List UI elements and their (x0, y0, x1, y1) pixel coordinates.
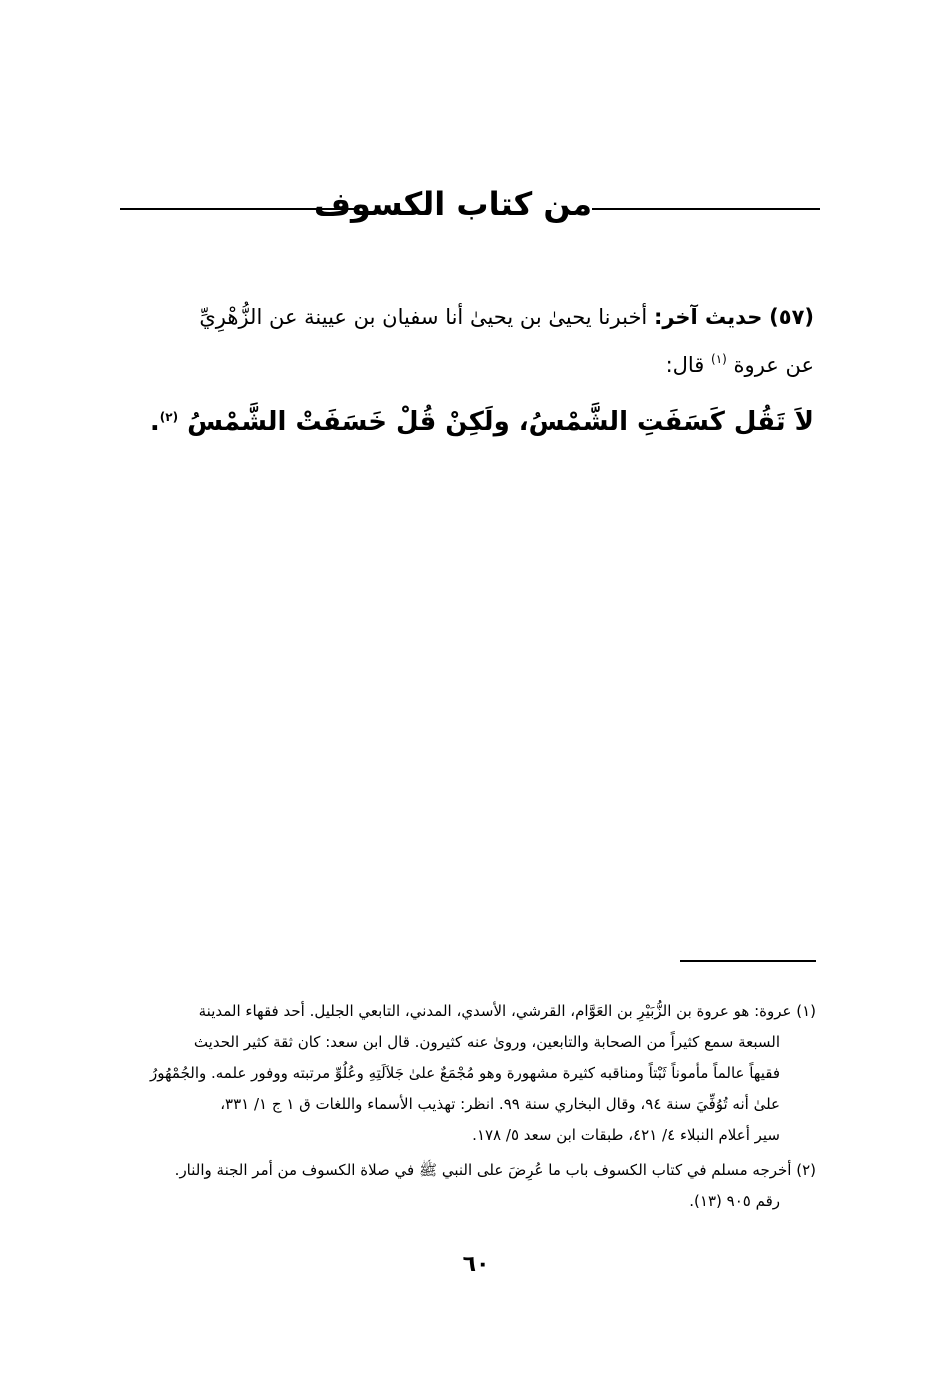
isnad-text-2-end: قال: (665, 353, 705, 377)
footnotes (126, 996, 816, 1221)
matn-end: . (149, 407, 160, 437)
heading-rule-left (120, 208, 356, 210)
footnote-2 (126, 1155, 816, 1217)
footnote-line: سير أعلام النبلاء ٤/ ٤٢١، طبقات ابن سعد ٥/ ١٧٨. (472, 1126, 780, 1144)
matn-text: لاَ تَقُل كَسَفَتِ الشَّمْسُ، ولَكِنْ قُلْ خَسَفَتْ الشَّمْسُ (187, 407, 814, 437)
footnote-line: علىٰ أنه تُوُفِّيَ سنة ٩٤، وقال البخاري سنة ٩٩. انظر: تهذيب الأسماء واللغات ق ١ ج ١/ ٣٣١، (220, 1095, 780, 1113)
footnote-1 (126, 996, 816, 1151)
heading-rule-right (592, 208, 820, 210)
page-number: ٦٠ (462, 1252, 490, 1277)
chapter-heading (120, 182, 820, 232)
footnote-line: فقيهاً عالماً مأموناً ثَبْتاً ومناقبه كثيرة مشهورة وهو مُجْمَعٌ علىٰ جَلاَلَتِهِ وعُلُوِّ مرتبته ووفور علمه. والجُمْهُورُ (149, 1064, 780, 1082)
hadith-block (134, 296, 814, 445)
footnote-marker-2: (٢) (159, 410, 179, 424)
hadith-label: حديث آخر: (653, 305, 763, 329)
footnote-separator (680, 960, 816, 962)
footnote-line: السبعة سمع كثيراً من الصحابة والتابعين، وروىٰ عنه كثيرون. قال ابن سعد: كان ثقة كثير الحديث (193, 1033, 780, 1051)
chapter-title: من كتاب الكسوف (313, 185, 592, 223)
footnote-line: (١) عروة: هو عروة بن الزُّبَيْرِ بن العَوَّام، القرشي، الأسدي، المدني، التابعي الجليل. أحد فقهاء المدينة (198, 1002, 816, 1020)
hadith-number: (٥٧) (769, 305, 814, 329)
footnote-line: (٢) أخرجه مسلم في كتاب الكسوف باب ما عُرِضَ على النبي ﷺ في صلاة الكسوف من أمر الجنة والنار. (174, 1161, 816, 1179)
footnote-line: رقم ٩٠٥ (١٣). (689, 1192, 780, 1210)
footnote-marker-1: (١) (711, 352, 727, 366)
isnad-line-2 (134, 338, 814, 386)
isnad-text-2: عن عروة (733, 353, 814, 377)
hadith-matn (134, 394, 814, 445)
isnad-text-1: أخبرنا يحيىٰ بن يحيىٰ أنا سفيان بن عيينة عن الزُّهْرِيِّ (199, 305, 648, 329)
isnad-line-1 (134, 296, 814, 338)
